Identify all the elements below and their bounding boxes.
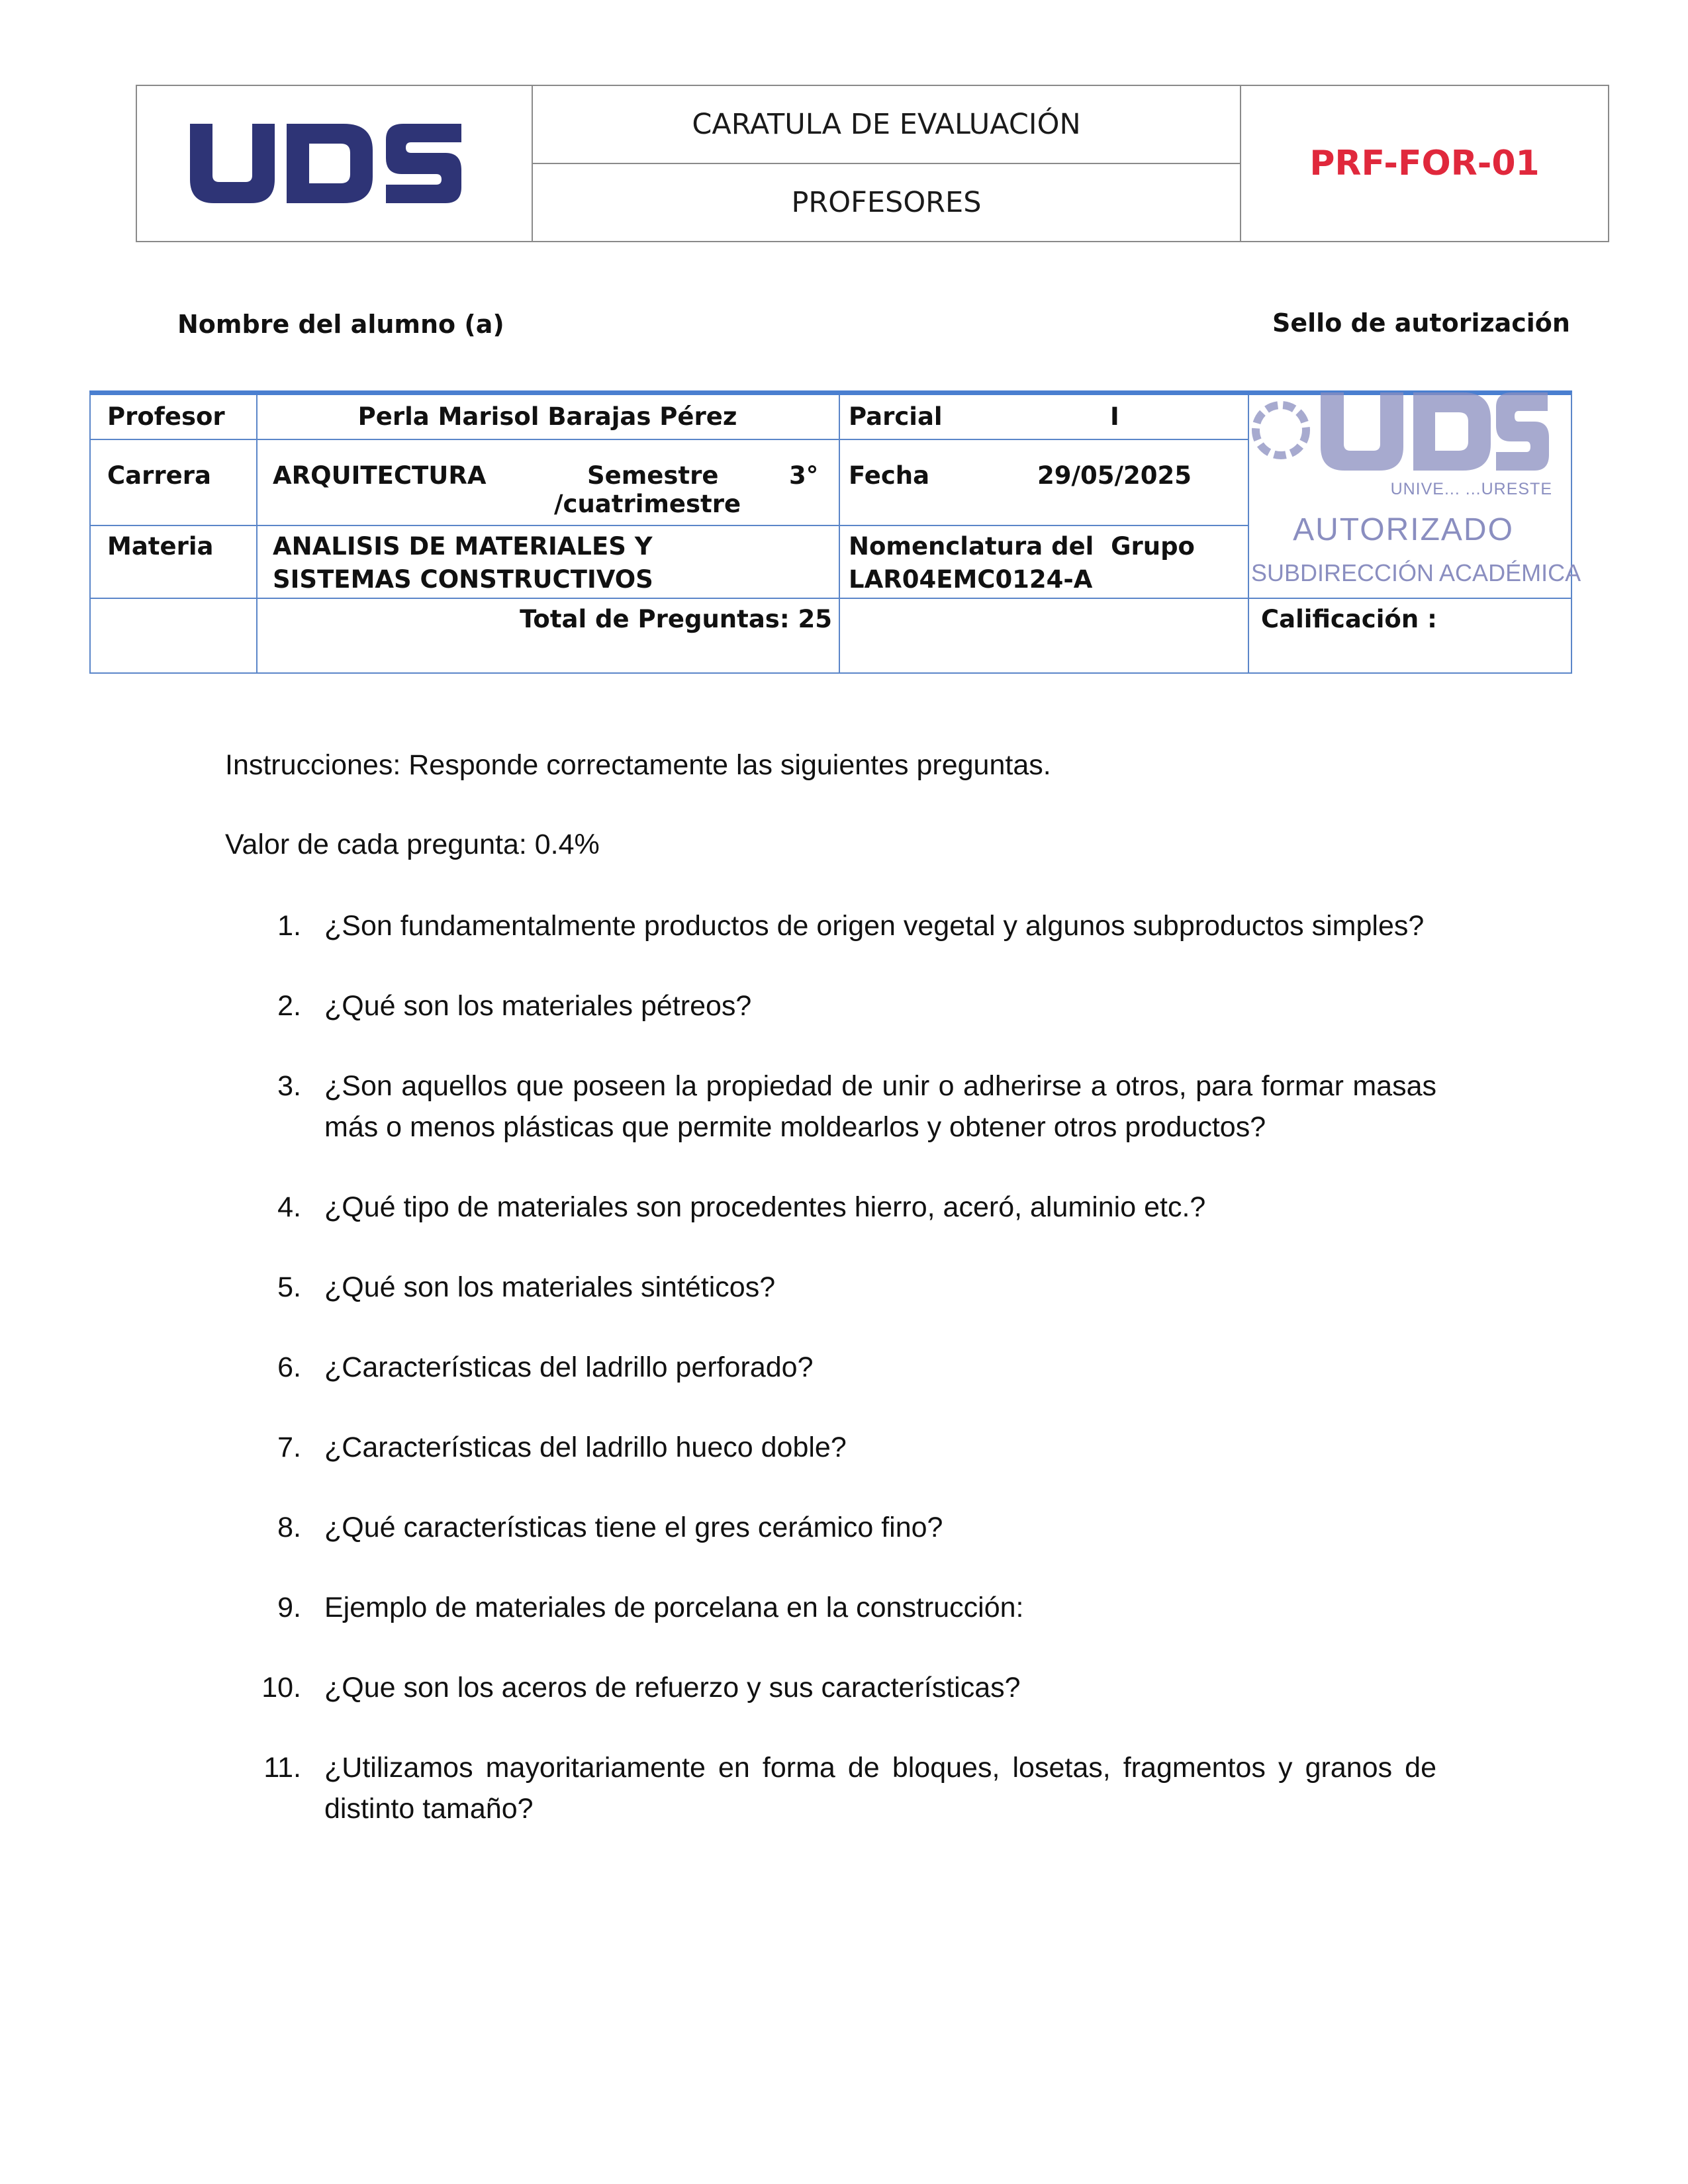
semestre-value: 3° bbox=[789, 461, 819, 490]
stamp-department: SUBDIRECCIÓN ACADÉMICA bbox=[1251, 559, 1581, 586]
question-text: ¿Son fundamentalmente productos de origen vegetal y algunos subproductos simples? bbox=[324, 910, 1425, 942]
fecha-label: Fecha bbox=[849, 461, 930, 490]
form-title: CARATULA DE EVALUACIÓN bbox=[533, 86, 1240, 164]
question-text: ¿Utilizamos mayoritariamente en forma de bloques, losetas, fragmentos y granos de distinto tamaño? bbox=[324, 1752, 1436, 1825]
profesor-value: Perla Marisol Barajas Pérez bbox=[357, 402, 737, 431]
question-text: ¿Qué características tiene el gres cerámico fino? bbox=[324, 1512, 943, 1543]
question-number: 5. bbox=[277, 1271, 301, 1303]
question-text: ¿Que son los aceros de refuerzo y sus características? bbox=[324, 1672, 1021, 1704]
question-item bbox=[225, 1427, 1436, 1468]
authorization-stamp bbox=[1251, 381, 1581, 599]
fecha-value: 29/05/2025 bbox=[1037, 461, 1192, 490]
question-text: ¿Características del ladrillo perforado? bbox=[324, 1351, 814, 1383]
question-number: 8. bbox=[277, 1512, 301, 1543]
stamp-status: AUTORIZADO bbox=[1293, 512, 1514, 547]
question-number: 7. bbox=[277, 1432, 301, 1463]
question-item bbox=[225, 905, 1436, 946]
grupo-label: Nomenclatura del Grupo bbox=[849, 532, 1195, 561]
document-header bbox=[136, 85, 1609, 242]
calificacion-label: Calificación : bbox=[1261, 605, 1437, 633]
uds-logo bbox=[190, 124, 461, 203]
cuatrimestre-label: /cuatrimestre bbox=[554, 490, 741, 518]
question-item bbox=[225, 1587, 1436, 1628]
question-text: ¿Qué tipo de materiales son procedentes hierro, aceró, aluminio etc.? bbox=[324, 1191, 1206, 1223]
question-number: 4. bbox=[277, 1191, 301, 1223]
parcial-value: I bbox=[1110, 402, 1119, 431]
question-number: 9. bbox=[277, 1592, 301, 1623]
question-number: 1. bbox=[277, 910, 301, 942]
question-item bbox=[225, 1187, 1436, 1228]
question-item bbox=[225, 1747, 1436, 1829]
stamp-logo bbox=[1251, 387, 1549, 473]
materia-label: Materia bbox=[107, 532, 214, 561]
question-number: 10. bbox=[261, 1672, 301, 1704]
question-number: 3. bbox=[277, 1070, 301, 1102]
authorization-seal-label: Sello de autorización bbox=[1272, 308, 1570, 338]
profesor-label: Profesor bbox=[107, 402, 225, 431]
form-subtitle: PROFESORES bbox=[791, 186, 982, 219]
parcial-label: Parcial bbox=[849, 402, 943, 431]
question-text: Ejemplo de materiales de porcelana en la construcción: bbox=[324, 1592, 1024, 1623]
question-text: ¿Qué son los materiales pétreos? bbox=[324, 990, 752, 1022]
question-item bbox=[225, 1066, 1436, 1148]
question-number: 2. bbox=[277, 990, 301, 1022]
question-text: ¿Qué son los materiales sintéticos? bbox=[324, 1271, 776, 1303]
logo-cell bbox=[137, 86, 533, 241]
materia-line2: SISTEMAS CONSTRUCTIVOS bbox=[273, 565, 653, 594]
question-item bbox=[225, 1667, 1436, 1708]
title-cell bbox=[533, 86, 1241, 241]
grupo-value: LAR04EMC0124-A bbox=[849, 565, 1093, 594]
question-item bbox=[225, 1507, 1436, 1548]
semestre-label: Semestre bbox=[587, 461, 719, 490]
question-item bbox=[225, 985, 1436, 1026]
question-item bbox=[225, 1267, 1436, 1308]
total-questions: Total de Preguntas: 25 bbox=[520, 605, 832, 633]
question-text: ¿Características del ladrillo hueco doble? bbox=[324, 1432, 847, 1463]
student-name-label: Nombre del alumno (a) bbox=[177, 310, 504, 339]
instructions: Instrucciones: Responde correctamente las siguientes preguntas. bbox=[225, 749, 1051, 781]
carrera-label: Carrera bbox=[107, 461, 211, 490]
question-text: ¿Son aquellos que poseen la propiedad de unir o adherirse a otros, para formar masas más o menos plásticas que permite moldearlos y obtener otros productos? bbox=[324, 1070, 1436, 1143]
question-item bbox=[225, 1347, 1436, 1388]
question-value: Valor de cada pregunta: 0.4% bbox=[225, 829, 600, 860]
materia-line1: ANALISIS DE MATERIALES Y bbox=[273, 532, 653, 561]
question-number: 11. bbox=[263, 1752, 301, 1784]
carrera-value: ARQUITECTURA bbox=[273, 461, 487, 490]
question-number: 6. bbox=[277, 1351, 301, 1383]
form-code: PRF-FOR-01 bbox=[1309, 144, 1540, 183]
stamp-university: UNIVE... ...URESTE bbox=[1390, 480, 1552, 498]
questions-list bbox=[225, 905, 1436, 1868]
